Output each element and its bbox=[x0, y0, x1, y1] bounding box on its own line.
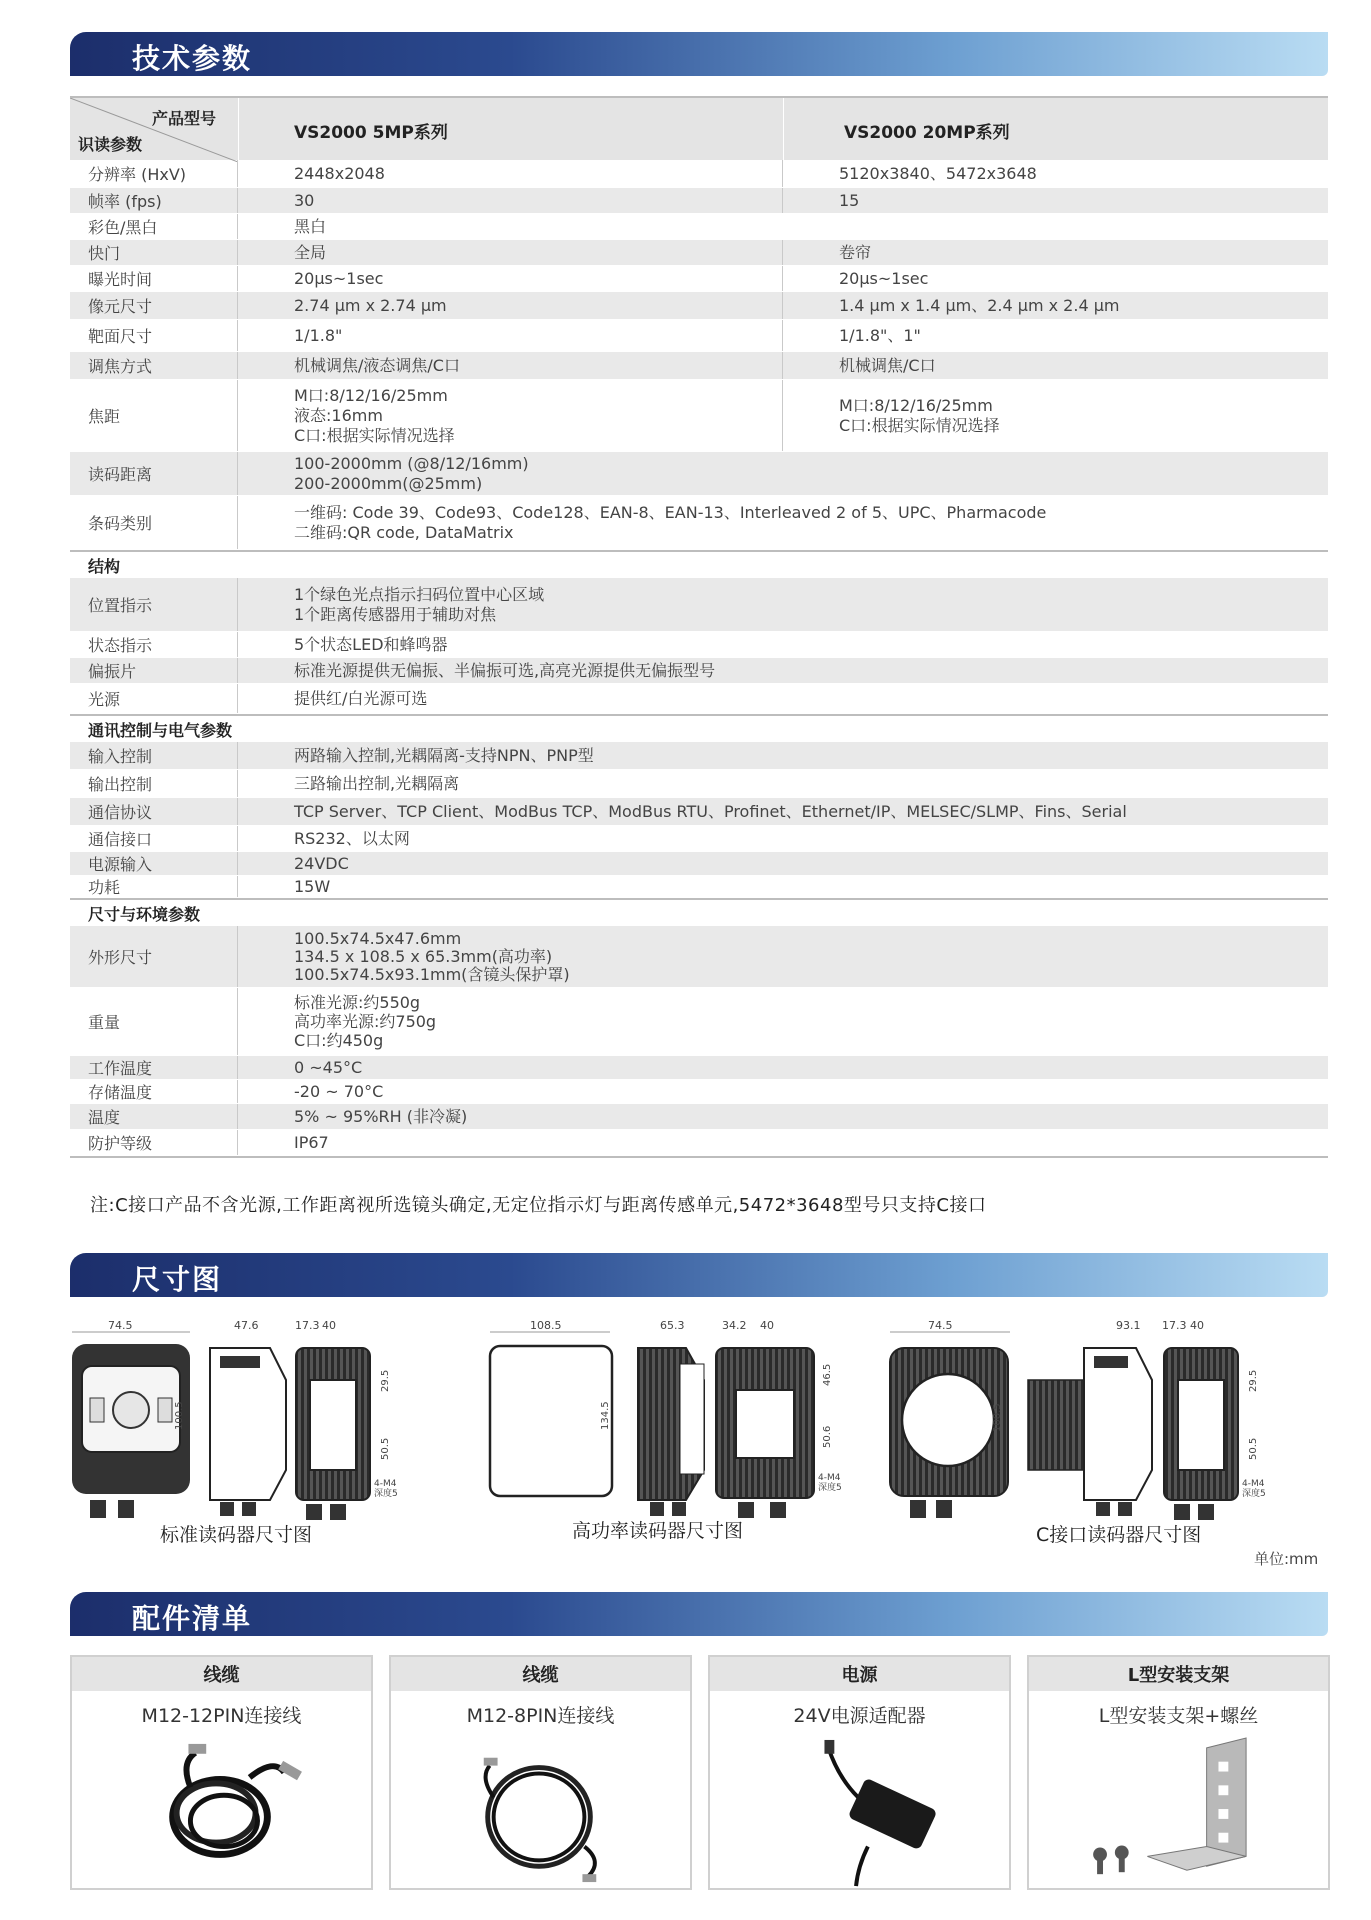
row-value: 2.74 μm x 2.74 μm bbox=[238, 292, 783, 319]
row-value-2 bbox=[783, 380, 1328, 451]
table-row bbox=[70, 320, 1328, 352]
dim-label: 29.5 bbox=[1248, 1369, 1259, 1392]
row-value: 1/1.8" bbox=[238, 320, 783, 351]
dim-label: 100.5 bbox=[174, 1401, 185, 1430]
standard-reader-drawing bbox=[72, 1320, 398, 1520]
section-title: 尺寸图 bbox=[132, 1263, 223, 1296]
table-row bbox=[70, 160, 1328, 188]
col-20mp: VS2000 20MP系列 bbox=[844, 123, 1010, 143]
row-value bbox=[238, 380, 783, 451]
accessory-subtitle: M12-12PIN连接线 bbox=[141, 1705, 302, 1727]
table-row bbox=[70, 926, 1328, 988]
row-value: 24VDC bbox=[294, 853, 349, 873]
section-comm: 通讯控制与电气参数 bbox=[70, 714, 1328, 742]
section-title: 配件清单 bbox=[132, 1602, 253, 1635]
dim-label: 93.1 bbox=[1116, 1320, 1141, 1332]
value-line: M口:8/12/16/25mm bbox=[294, 385, 448, 405]
row-key: 电源输入 bbox=[70, 852, 238, 875]
row-value-2: 机械调焦/C口 bbox=[839, 355, 936, 375]
row-key: 曝光时间 bbox=[70, 266, 238, 291]
value-line: 高功率光源:约750g bbox=[294, 1012, 437, 1031]
table-row bbox=[70, 578, 1328, 632]
table-row bbox=[70, 742, 1328, 770]
row-value: 30 bbox=[238, 188, 783, 213]
row-key: 防护等级 bbox=[70, 1130, 238, 1155]
dim-label: 46.5 bbox=[822, 1363, 833, 1386]
dim-label: 74.5 bbox=[928, 1320, 953, 1332]
c-mount-reader-drawing bbox=[890, 1320, 1266, 1520]
section-banner-tech bbox=[70, 32, 1328, 76]
dim-label: 47.6 bbox=[234, 1320, 259, 1332]
row-key: 彩色/黑白 bbox=[70, 214, 238, 239]
row-key: 存储温度 bbox=[70, 1080, 238, 1103]
row-key: 焦距 bbox=[70, 380, 238, 451]
row-value: 三路输出控制,光耦隔离 bbox=[294, 773, 460, 793]
table-row bbox=[70, 770, 1328, 798]
row-value: 5个状态LED和蜂鸣器 bbox=[294, 634, 448, 654]
row-value-2: 15 bbox=[839, 190, 860, 210]
row-value: 20μs~1sec bbox=[238, 266, 783, 291]
spec-table bbox=[70, 96, 1328, 1158]
value-line: 液态:16mm bbox=[294, 405, 383, 425]
table-row bbox=[70, 826, 1328, 852]
table-row bbox=[70, 852, 1328, 876]
row-key: 外形尺寸 bbox=[70, 926, 238, 987]
value-line: M口:8/12/16/25mm bbox=[839, 395, 993, 415]
value-line: 二维码:QR code, DataMatrix bbox=[294, 522, 514, 542]
l-bracket-icon bbox=[1029, 1737, 1328, 1887]
row-key: 条码类别 bbox=[70, 496, 238, 549]
row-key: 状态指示 bbox=[70, 632, 238, 657]
row-key: 功耗 bbox=[70, 876, 238, 897]
dim-label: 4-M4 bbox=[374, 1479, 397, 1489]
accessory-title: 线缆 bbox=[72, 1657, 371, 1691]
row-value: 标准光源提供无偏振、半偏振可选,高亮光源提供无偏振型号 bbox=[294, 660, 716, 680]
row-key: 工作温度 bbox=[70, 1056, 238, 1079]
dim-label: 65.3 bbox=[660, 1320, 685, 1332]
accessory-subtitle: M12-8PIN连接线 bbox=[466, 1705, 615, 1727]
table-row bbox=[70, 1056, 1328, 1080]
table-row bbox=[70, 988, 1328, 1056]
row-value bbox=[238, 452, 1328, 495]
table-row bbox=[70, 496, 1328, 550]
row-key: 靶面尺寸 bbox=[70, 320, 238, 351]
section-title: 技术参数 bbox=[132, 42, 253, 75]
dim-label: 深度5 bbox=[818, 1483, 842, 1493]
value-line: 1个绿色光点指示扫码位置中心区域 bbox=[294, 584, 545, 604]
table-row bbox=[70, 240, 1328, 266]
row-value: 机械调焦/液态调焦/C口 bbox=[238, 352, 783, 379]
table-row bbox=[70, 452, 1328, 496]
row-key: 调焦方式 bbox=[70, 352, 238, 379]
accessory-card bbox=[708, 1655, 1011, 1890]
dim-label: 29.5 bbox=[380, 1369, 391, 1392]
dim-label: 108.5 bbox=[530, 1320, 562, 1332]
row-value: 5% ~ 95%RH (非冷凝) bbox=[294, 1106, 468, 1126]
table-row bbox=[70, 188, 1328, 214]
section-banner-dims bbox=[70, 1253, 1328, 1297]
value-line: 一维码: Code 39、Code93、Code128、EAN-8、EAN-13、Interleaved 2 of 5、UPC、Pharmacode bbox=[294, 502, 1047, 522]
dim-label: 深度5 bbox=[1242, 1489, 1266, 1499]
table-row bbox=[70, 684, 1328, 714]
dim-label: 134.5 bbox=[600, 1401, 611, 1430]
table-row bbox=[70, 1104, 1328, 1130]
table-row bbox=[70, 292, 1328, 320]
cable-coil-icon bbox=[72, 1737, 371, 1887]
row-key: 温度 bbox=[70, 1104, 238, 1129]
dim-label: 17.3 bbox=[295, 1320, 320, 1332]
table-row bbox=[70, 266, 1328, 292]
row-value-2: 20μs~1sec bbox=[839, 268, 929, 288]
row-key: 重量 bbox=[70, 988, 238, 1055]
param-label: 识读参数 bbox=[78, 135, 143, 154]
row-value: 15W bbox=[294, 876, 331, 896]
row-key: 通信接口 bbox=[70, 826, 238, 851]
row-value-2: 卷帘 bbox=[839, 242, 872, 262]
caption-standard: 标准读码器尺寸图 bbox=[160, 1524, 313, 1546]
table-row bbox=[70, 798, 1328, 826]
row-value bbox=[238, 578, 1328, 631]
caption-c-mount: C接口读码器尺寸图 bbox=[1036, 1524, 1202, 1546]
row-value-2: 1.4 μm x 1.4 μm、2.4 μm x 2.4 μm bbox=[839, 295, 1120, 315]
dim-label: 50.5 bbox=[1248, 1437, 1259, 1460]
dim-label: 深度5 bbox=[374, 1489, 398, 1499]
table-row bbox=[70, 1130, 1328, 1156]
dim-label: 50.5 bbox=[380, 1437, 391, 1460]
table-header bbox=[70, 96, 1328, 160]
accessory-subtitle: 24V电源适配器 bbox=[793, 1705, 926, 1727]
row-value bbox=[238, 926, 1328, 987]
dim-label: 34.2 bbox=[722, 1320, 747, 1332]
accessory-title: 线缆 bbox=[391, 1657, 690, 1691]
row-key: 输入控制 bbox=[70, 742, 238, 769]
row-value: IP67 bbox=[294, 1132, 329, 1152]
table-row bbox=[70, 214, 1328, 240]
row-value: 黑白 bbox=[294, 216, 327, 236]
dim-label: 17.3 bbox=[1162, 1320, 1187, 1332]
accessory-card bbox=[389, 1655, 692, 1890]
value-line: C口:根据实际情况选择 bbox=[294, 425, 455, 445]
row-value: 全局 bbox=[238, 240, 783, 265]
row-key: 位置指示 bbox=[70, 578, 238, 631]
dim-label: 40 bbox=[322, 1320, 336, 1332]
model-label: 产品型号 bbox=[152, 109, 217, 128]
dim-label: 50.6 bbox=[822, 1425, 833, 1448]
table-row bbox=[70, 658, 1328, 684]
row-key: 偏振片 bbox=[70, 658, 238, 683]
dim-label: 40 bbox=[1190, 1320, 1204, 1332]
section-structure: 结构 bbox=[70, 550, 1328, 578]
value-line: C口:根据实际情况选择 bbox=[839, 415, 1000, 435]
row-value: 两路输入控制,光耦隔离-支持NPN、PNP型 bbox=[294, 745, 594, 765]
caption-high-power: 高功率读码器尺寸图 bbox=[572, 1520, 744, 1542]
row-value: 提供红/白光源可选 bbox=[294, 688, 428, 708]
row-value: 2448x2048 bbox=[238, 160, 783, 187]
row-value: TCP Server、TCP Client、ModBus TCP、ModBus RTU、Profinet、Ethernet/IP、MELSEC/SLMP、Fins、Serial bbox=[294, 801, 1127, 821]
power-adapter-icon bbox=[710, 1737, 1009, 1887]
value-line: 100.5x74.5x47.6mm bbox=[294, 928, 462, 948]
table-row bbox=[70, 380, 1328, 452]
accessory-card bbox=[1027, 1655, 1330, 1890]
row-key: 帧率 (fps) bbox=[70, 188, 238, 213]
section-banner-accessories bbox=[70, 1592, 1328, 1636]
row-value bbox=[238, 988, 1328, 1055]
dim-label: 100.5 bbox=[992, 1403, 1003, 1432]
row-key: 像元尺寸 bbox=[70, 292, 238, 319]
table-row bbox=[70, 876, 1328, 898]
row-key: 快门 bbox=[70, 240, 238, 265]
table-row bbox=[70, 1080, 1328, 1104]
table-row bbox=[70, 632, 1328, 658]
unit-label: 单位:mm bbox=[1254, 1550, 1319, 1568]
section-env: 尺寸与环境参数 bbox=[70, 898, 1328, 926]
dim-label: 74.5 bbox=[108, 1320, 133, 1332]
accessory-title: L型安装支架 bbox=[1029, 1657, 1328, 1691]
value-line: 134.5 x 108.5 x 65.3mm(高功率) bbox=[294, 946, 553, 966]
row-key: 通信协议 bbox=[70, 798, 238, 825]
accessory-title: 电源 bbox=[710, 1657, 1009, 1691]
row-value: 0 ~45°C bbox=[294, 1057, 363, 1077]
dim-label: 40 bbox=[760, 1320, 774, 1332]
footnote: 注:C接口产品不含光源,工作距离视所选镜头确定,无定位指示灯与距离传感单元,5472*3648型号只支持C接口 bbox=[90, 1195, 987, 1216]
dim-label: 4-M4 bbox=[1242, 1479, 1265, 1489]
value-line: 200-2000mm(@25mm) bbox=[294, 473, 483, 493]
high-power-reader-drawing bbox=[490, 1320, 842, 1518]
value-line: 标准光源:约550g bbox=[294, 993, 421, 1012]
row-value: RS232、以太网 bbox=[294, 828, 410, 848]
row-key: 读码距离 bbox=[70, 452, 238, 495]
row-value-2: 5120x3840、5472x3648 bbox=[839, 163, 1037, 183]
row-value-2: 1/1.8"、1" bbox=[839, 325, 921, 345]
accessory-card bbox=[70, 1655, 373, 1890]
value-line: C口:约450g bbox=[294, 1031, 384, 1050]
row-key: 输出控制 bbox=[70, 770, 238, 797]
row-key: 分辨率 (HxV) bbox=[70, 160, 238, 187]
cable-coil-icon bbox=[391, 1737, 690, 1887]
row-value: -20 ~ 70°C bbox=[294, 1081, 384, 1101]
value-line: 100.5x74.5x93.1mm(含镜头保护罩) bbox=[294, 964, 570, 984]
accessory-subtitle: L型安装支架+螺丝 bbox=[1098, 1705, 1259, 1727]
value-line: 100-2000mm (@8/12/16mm) bbox=[294, 453, 529, 473]
value-line: 1个距离传感器用于辅助对焦 bbox=[294, 604, 497, 624]
row-key: 光源 bbox=[70, 684, 238, 713]
row-value bbox=[238, 496, 1328, 549]
col-5mp: VS2000 5MP系列 bbox=[294, 123, 448, 143]
table-row bbox=[70, 352, 1328, 380]
dim-label: 4-M4 bbox=[818, 1473, 841, 1483]
